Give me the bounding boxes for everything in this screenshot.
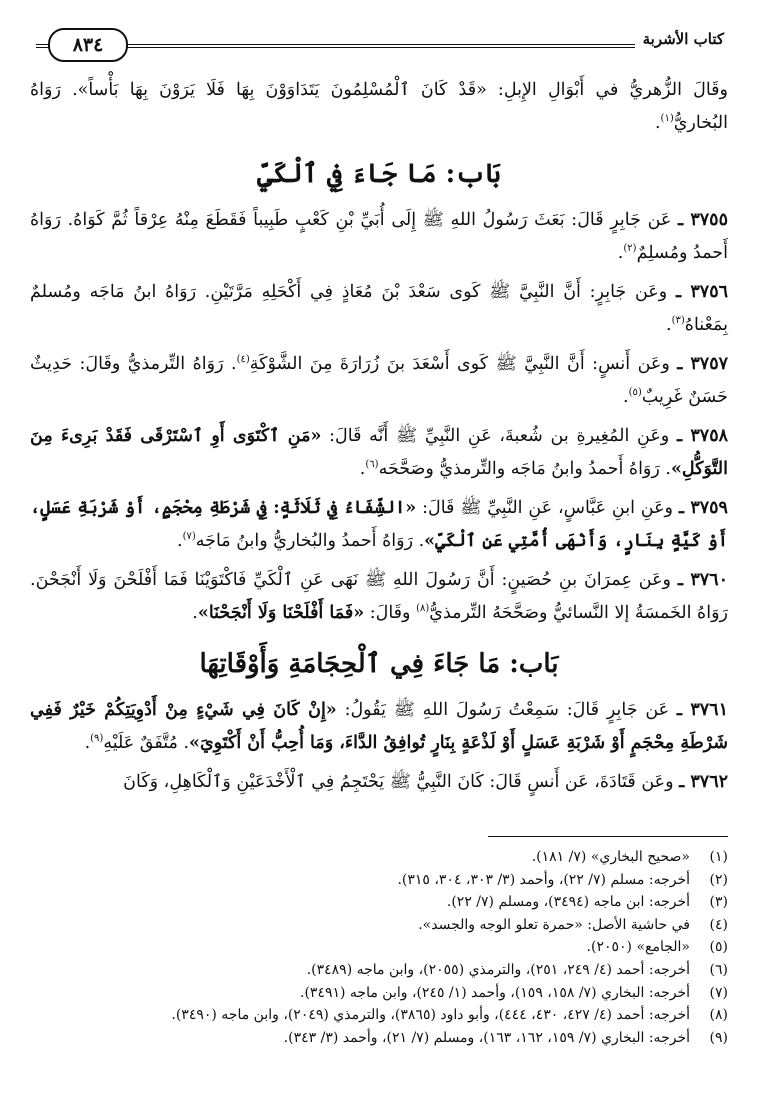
prophetic-quote: «مَنِ ٱكْتَوَى أَوِ ٱسْتَرْقَى فَقَدْ بَرِىءَ مِنَ التَّوَكُّلِ» — [30, 426, 728, 479]
hadith-text: عَن جَابِرٍ قَالَ: سَمِعْتُ رَسُولَ اللهِ ﷺ يَقُولُ: — [344, 700, 670, 720]
footnote-number: (١) — [709, 849, 728, 865]
punct: . — [359, 459, 366, 479]
footnote-number: (٥) — [709, 939, 728, 956]
hadith-text: وعَن جَابِرٍ: أَنَّ النَّبِيَّ ﷺ كَوى سَعْدَ بْنَ مُعَاذٍ فِي أَكْحَلِهِ مَرَّتَيْنِ. رَوَاهُ ابنُ مَاجَه ومُسلمٌ بِمَعْناهُ — [30, 282, 728, 335]
hadith-3756 — [30, 276, 728, 342]
prophetic-quote: «الشِّفَاءُ فِي ثَلَاثَةٍ: فِي شَرْطَةِ مِحْجَمٍ، أَوْ شَرْبَةِ عَسَلٍ، أَوْ كَيَّةٍ بِنَارٍ، وَأَنْهَى أُمَّتِي عَنِ ٱلْكَيِّ» — [30, 498, 728, 551]
footnote-text: أخرجه: مسلم (٧/ ٢٢)، وأحمد (٣/ ٣٠٣، ٣٠٤، ٣١٥). — [397, 871, 690, 888]
footnote — [30, 914, 728, 937]
footnote-separator — [488, 836, 728, 837]
footnote-text: «الجامع» (٢٠٥٠). — [586, 939, 690, 956]
footnote-number: (٢) — [709, 871, 728, 888]
footnote — [30, 846, 728, 869]
hadith-number: ٣٧٥٩ ـ — [678, 498, 728, 518]
hadith-number: ٣٧٥٥ ـ — [678, 210, 728, 230]
hadith-number: ٣٧٦٢ ـ — [679, 772, 728, 792]
intro-text: وقَالَ الزُّهريُّ في أَبْوَالِ الإِبلِ: «قَدْ كَانَ ٱلْمُسْلِمُونَ يَتَدَاوَوْنَ بِهَا فَلَا يَرَوْنَ بِهَا بَأْساً». رَوَاهُ البُخاريُّ — [30, 80, 728, 133]
footnote-number: (٩) — [709, 1029, 728, 1046]
hadith-text-cont: وقَالَ: — [369, 603, 417, 623]
punct: . — [623, 387, 629, 407]
footnote-text: «صحيح البخاري» (٧/ ١٨١). — [531, 849, 690, 865]
footnote-text: في حاشية الأصل: «حمرة تعلو الوجه والجسد». — [418, 916, 690, 933]
hadith-text: وعَنِ ابنِ عَبَّاسٍ، عَنِ النَّبِيِّ ﷺ قَالَ: — [422, 498, 674, 518]
footnotes — [30, 846, 728, 1049]
footnote-ref: (٧) — [182, 531, 196, 543]
footnote-text: أخرجه: أحمد (٤/ ٤٢٧، ٤٣٠، ٤٤٤)، وأبو داود (٣٨٦٥)، والترمذي (٢٠٤٩)، وابن ماجه (٣٤٩٠). — [171, 1007, 690, 1024]
hadith-number: ٣٧٥٧ ـ — [677, 354, 728, 374]
hadith-3759 — [30, 492, 728, 558]
footnote — [30, 936, 728, 959]
footnote-number: (٧) — [709, 984, 728, 1001]
hadith-3755 — [30, 204, 728, 270]
footnote-number: (٦) — [709, 961, 728, 978]
footnote-ref: (٣) — [671, 315, 685, 327]
footnote-ref: (٨) — [416, 603, 430, 615]
footnote — [30, 1027, 728, 1050]
hadith-number: ٣٧٦١ ـ — [676, 700, 728, 720]
footnote — [30, 982, 728, 1005]
chapter-heading-cautery: بَاب: مَا جَاءَ فِي ٱلْكَيِّ — [257, 159, 501, 189]
punct: . — [666, 315, 672, 335]
hadith-text: عَن جَابِرٍ قَالَ: بَعَثَ رَسُولُ اللهِ ﷺ إِلَى أُبَيِّ بْنِ كَعْبٍ طَبِيباً فَقَطَعَ مِنْهُ عِرْقاً ثُمَّ كَوَاهُ. رَوَاهُ أَحمدُ ومُسلِمٌ — [30, 210, 728, 263]
chapter-heading-cupping: بَاب: مَا جَاءَ فِي ٱلْحِجَامَةِ وَأَوْقَاتِهَا — [199, 649, 559, 679]
punct: . — [617, 243, 624, 263]
hadith-text: وعَن أَنسٍ: أَنَّ النَّبِيَّ ﷺ كَوى أَسْعَدَ بنَ زُرَارَةَ مِنَ الشَّوْكَةِ — [249, 354, 670, 374]
intro-paragraph: وقَالَ الزُّهريُّ في أَبْوَالِ الإِبلِ: «قَدْ كَانَ ٱلْمُسْلِمُونَ يَتَدَاوَوْنَ بِهَا فَلَا يَرَوْنَ بِهَا بَأْساً». رَوَاهُ البُخاريُّ$^{(١)}$. — [30, 80, 728, 133]
punct: . — [192, 603, 198, 623]
hadith-3762 — [30, 766, 728, 799]
prophetic-quote: «فَمَا أَفْلَحْنَا وَلَا أَنْجَحْنَا» — [197, 603, 365, 623]
footnote-text: أخرجه: أحمد (٤/ ٢٤٩، ٢٥١)، والترمذي (٢٠٥٥)، وابن ماجه (٣٤٨٩). — [306, 961, 690, 978]
footnote-number: (٣) — [709, 894, 728, 911]
hadith-number: ٣٧٥٨ ـ — [677, 426, 728, 446]
footnote-number: (٤) — [709, 916, 728, 933]
footnote-ref: (٢) — [623, 243, 637, 255]
footnote — [30, 959, 728, 982]
hadith-text: وعَنِ المُغِيرةِ بن شُعبةَ، عَنِ النَّبِيِّ ﷺ أَنَّه قَالَ: — [329, 426, 670, 446]
hadith-3757 — [30, 348, 728, 414]
punct: . — [84, 733, 91, 753]
footnote-ref: (٤) — [236, 354, 250, 366]
hadith-number: ٣٧٦٠ ـ — [677, 570, 728, 590]
hadith-3760 — [30, 564, 728, 630]
footnote — [30, 869, 728, 892]
footnote-ref: (٥) — [628, 387, 642, 399]
hadith-text: وعَن عِمرَانَ بنِ حُصَينٍ: أَنَّ رَسُولَ اللهِ ﷺ نَهَى عَنِ ٱلْكَيِّ فَاكْتَوَيْنَا فَمَا أَفْلَحْنَ وَلَا أَنْجَحْنَ. رَوَاهُ الخَمسَةُ إلا النَّسائيُّ وصَحَّحَهُ التِّرمذيُّ — [30, 570, 728, 623]
page-number: ٨٣٤ — [48, 28, 128, 62]
hadith-source: . رَوَاهُ أَحمدُ والبُخاريُّ وابنُ مَاجَه — [195, 531, 425, 551]
hadith-3761 — [30, 694, 728, 760]
punct: . — [176, 531, 183, 551]
page-header — [36, 26, 724, 66]
hadith-text-cont: . رَوَاهُ التِّرمذيُّ وقَالَ: حَدِيثٌ حَسَنٌ غَرِيبٌ — [30, 354, 728, 407]
footnote-text: أخرجه: البخاري (٧/ ١٥٨، ١٥٩)، وأحمد (١/ ٢٤٥)، وابن ماجه (٣٤٩١). — [300, 984, 690, 1001]
footnote-number: (٨) — [709, 1007, 728, 1024]
hadith-number: ٣٧٥٦ ـ — [675, 282, 728, 302]
footnote-ref: (١) — [660, 113, 674, 125]
main-text — [30, 74, 728, 805]
footnote-text: أخرجه: ابن ماجه (٣٤٩٤)، ومسلم (٧/ ٢٢). — [446, 894, 690, 911]
hadith-3758 — [30, 420, 728, 486]
footnote-ref: (٦) — [365, 459, 379, 471]
header-rule — [36, 44, 724, 48]
hadith-text: وعَن قَتَادَةَ، عَن أَنسٍ قَالَ: كَانَ النَّبِيُّ ﷺ يَحْتَجِمُ فِي ٱلْأَخْدَعَيْنِ وَٱلْكَاهِلِ، وَكَانَ — [123, 772, 674, 792]
hadith-source: . رَوَاهُ أَحمدُ وابنُ مَاجَه والتِّرمذيُّ وصَحَّحَه — [378, 459, 671, 479]
footnote-text: أخرجه: البخاري (٧/ ١٥٩، ١٦٢، ١٦٣)، ومسلم (٧/ ٢١)، وأحمد (٣/ ٣٤٣). — [283, 1029, 690, 1046]
prophetic-quote: «إِنْ كَانَ فِي شَيْءٍ مِنْ أَدْوِيَتِكُمْ خَيْرٌ فَفِي شَرْطَةِ مِحْجَمٍ أَوْ شَرْبَةِ عَسَلٍ أَوْ لَذْعَةٍ بِنَارٍ تُوافِقُ الدَّاءَ، وَمَا أُحِبُّ أَنْ أَكْتَوِيَ» — [30, 700, 728, 753]
chapter-running-title: كتاب الأشربة — [635, 30, 724, 48]
hadith-source: . مُتَّفَقٌ عَلَيْهِ — [103, 733, 190, 753]
footnote-ref: (٩) — [90, 733, 104, 745]
footnote — [30, 891, 728, 914]
footnote — [30, 1004, 728, 1027]
